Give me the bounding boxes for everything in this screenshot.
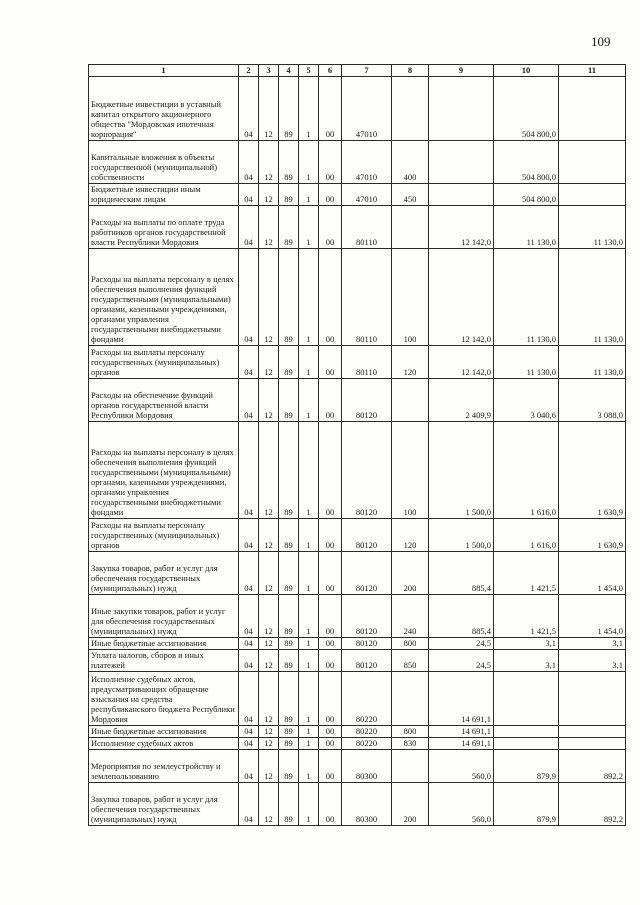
column-header: 9 — [429, 65, 494, 77]
cell-col-5: 1 — [299, 595, 319, 638]
cell-col-6: 00 — [319, 650, 342, 672]
cell-col-5: 1 — [299, 650, 319, 672]
cell-col-8: 800 — [392, 638, 429, 650]
cell-col-11: 1 454,0 — [559, 552, 626, 595]
cell-col-8 — [392, 672, 429, 726]
cell-col-5: 1 — [299, 750, 319, 783]
cell-col-10: 1 421,5 — [494, 552, 559, 595]
column-header: 6 — [319, 65, 342, 77]
cell-col-2: 04 — [239, 650, 259, 672]
cell-col-2: 04 — [239, 552, 259, 595]
table-row — [89, 379, 626, 422]
cell-col-3: 12 — [259, 726, 279, 738]
column-header: 11 — [559, 65, 626, 77]
row-name: Расходы на обеспечение функций органов государственной власти Республики Мордовия — [89, 379, 239, 422]
cell-col-9: 12 142,0 — [429, 346, 494, 379]
cell-col-9: 12 142,0 — [429, 249, 494, 346]
cell-col-10: 879,9 — [494, 750, 559, 783]
cell-col-3: 12 — [259, 184, 279, 206]
cell-col-9: 560,0 — [429, 750, 494, 783]
cell-col-7: 80120 — [342, 552, 392, 595]
cell-col-5: 1 — [299, 141, 319, 184]
cell-col-9: 1 500,0 — [429, 422, 494, 519]
cell-col-11 — [559, 672, 626, 726]
cell-col-5: 1 — [299, 184, 319, 206]
cell-col-10 — [494, 726, 559, 738]
cell-col-4: 89 — [279, 346, 299, 379]
table-row — [89, 206, 626, 249]
cell-col-3: 12 — [259, 519, 279, 552]
table-row — [89, 77, 626, 141]
cell-col-2: 04 — [239, 738, 259, 750]
cell-col-2: 04 — [239, 638, 259, 650]
table-row — [89, 249, 626, 346]
cell-col-6: 00 — [319, 672, 342, 726]
column-header: 4 — [279, 65, 299, 77]
cell-col-6: 00 — [319, 638, 342, 650]
cell-col-3: 12 — [259, 77, 279, 141]
cell-col-2: 04 — [239, 379, 259, 422]
cell-col-3: 12 — [259, 552, 279, 595]
cell-col-11 — [559, 77, 626, 141]
cell-col-4: 89 — [279, 672, 299, 726]
cell-col-4: 89 — [279, 738, 299, 750]
cell-col-2: 04 — [239, 672, 259, 726]
cell-col-10 — [494, 672, 559, 726]
cell-col-2: 04 — [239, 184, 259, 206]
cell-col-7: 80110 — [342, 346, 392, 379]
cell-col-3: 12 — [259, 638, 279, 650]
column-header: 3 — [259, 65, 279, 77]
cell-col-11: 1 630,9 — [559, 422, 626, 519]
cell-col-6: 00 — [319, 206, 342, 249]
cell-col-7: 80120 — [342, 638, 392, 650]
cell-col-3: 12 — [259, 206, 279, 249]
cell-col-8 — [392, 206, 429, 249]
cell-col-6: 00 — [319, 77, 342, 141]
table-row — [89, 184, 626, 206]
cell-col-5: 1 — [299, 379, 319, 422]
row-name: Мероприятия по землеустройству и землепользованию — [89, 750, 239, 783]
row-name: Закупка товаров, работ и услуг для обеспечения государственных (муниципальных) нужд — [89, 783, 239, 826]
cell-col-3: 12 — [259, 783, 279, 826]
cell-col-6: 00 — [319, 738, 342, 750]
cell-col-11: 892,2 — [559, 750, 626, 783]
row-name: Закупка товаров, работ и услуг для обеспечения государственных (муниципальных) нужд — [89, 552, 239, 595]
row-name: Иные бюджетные ассигнования — [89, 638, 239, 650]
cell-col-5: 1 — [299, 672, 319, 726]
cell-col-3: 12 — [259, 650, 279, 672]
cell-col-5: 1 — [299, 738, 319, 750]
cell-col-11: 11 130,0 — [559, 206, 626, 249]
cell-col-8 — [392, 750, 429, 783]
row-name: Уплата налогов, сборов и иных платежей — [89, 650, 239, 672]
cell-col-5: 1 — [299, 249, 319, 346]
cell-col-9: 885,4 — [429, 595, 494, 638]
cell-col-9 — [429, 184, 494, 206]
cell-col-3: 12 — [259, 346, 279, 379]
cell-col-2: 04 — [239, 750, 259, 783]
cell-col-6: 00 — [319, 552, 342, 595]
cell-col-8: 800 — [392, 726, 429, 738]
cell-col-5: 1 — [299, 422, 319, 519]
cell-col-9 — [429, 77, 494, 141]
row-name: Исполнение судебных актов, предусматривающих обращение взыскания на средства республиканского бюджета Республики Мордовия — [89, 672, 239, 726]
cell-col-7: 80300 — [342, 750, 392, 783]
cell-col-11: 3,1 — [559, 650, 626, 672]
row-name: Расходы на выплаты по оплате труда работников органов государственной власти Республики Мордовия — [89, 206, 239, 249]
table-row — [89, 738, 626, 750]
row-name: Расходы на выплаты персоналу государственных (муниципальных) органов — [89, 346, 239, 379]
page-number: 109 — [591, 34, 611, 49]
cell-col-9 — [429, 141, 494, 184]
cell-col-10: 3 040,6 — [494, 379, 559, 422]
row-name: Иные закупки товаров, работ и услуг для обеспечения государственных (муниципальных) нужд — [89, 595, 239, 638]
cell-col-11: 1 454,0 — [559, 595, 626, 638]
cell-col-11: 892,2 — [559, 783, 626, 826]
cell-col-11: 3 088,0 — [559, 379, 626, 422]
cell-col-8: 240 — [392, 595, 429, 638]
cell-col-7: 80120 — [342, 379, 392, 422]
cell-col-6: 00 — [319, 750, 342, 783]
cell-col-5: 1 — [299, 638, 319, 650]
cell-col-3: 12 — [259, 249, 279, 346]
row-name: Исполнение судебных актов — [89, 738, 239, 750]
cell-col-5: 1 — [299, 206, 319, 249]
column-header: 8 — [392, 65, 429, 77]
cell-col-4: 89 — [279, 249, 299, 346]
cell-col-4: 89 — [279, 141, 299, 184]
cell-col-8: 850 — [392, 650, 429, 672]
cell-col-10: 11 130,0 — [494, 206, 559, 249]
cell-col-7: 80120 — [342, 650, 392, 672]
cell-col-11: 3,1 — [559, 638, 626, 650]
cell-col-6: 00 — [319, 783, 342, 826]
cell-col-9: 885,4 — [429, 552, 494, 595]
row-name: Капитальные вложения в объекты государственной (муниципальной) собственности — [89, 141, 239, 184]
cell-col-8: 120 — [392, 519, 429, 552]
cell-col-6: 00 — [319, 379, 342, 422]
cell-col-3: 12 — [259, 422, 279, 519]
cell-col-7: 47010 — [342, 141, 392, 184]
cell-col-7: 80110 — [342, 206, 392, 249]
cell-col-8: 100 — [392, 249, 429, 346]
table-row — [89, 552, 626, 595]
cell-col-7: 80110 — [342, 249, 392, 346]
cell-col-4: 89 — [279, 379, 299, 422]
cell-col-11 — [559, 726, 626, 738]
row-name: Расходы на выплаты персоналу государственных (муниципальных) органов — [89, 519, 239, 552]
table-row — [89, 346, 626, 379]
cell-col-10: 504 800,0 — [494, 184, 559, 206]
cell-col-8: 200 — [392, 552, 429, 595]
cell-col-8: 830 — [392, 738, 429, 750]
table-row — [89, 519, 626, 552]
cell-col-11 — [559, 141, 626, 184]
cell-col-9: 14 691,1 — [429, 726, 494, 738]
cell-col-6: 00 — [319, 346, 342, 379]
cell-col-7: 80220 — [342, 738, 392, 750]
table-row — [89, 750, 626, 783]
cell-col-8 — [392, 379, 429, 422]
cell-col-5: 1 — [299, 519, 319, 552]
cell-col-4: 89 — [279, 783, 299, 826]
cell-col-9: 24,5 — [429, 638, 494, 650]
column-header: 7 — [342, 65, 392, 77]
cell-col-6: 00 — [319, 595, 342, 638]
table-row — [89, 650, 626, 672]
column-header: 1 — [89, 65, 239, 77]
cell-col-3: 12 — [259, 595, 279, 638]
cell-col-4: 89 — [279, 726, 299, 738]
cell-col-6: 00 — [319, 249, 342, 346]
cell-col-4: 89 — [279, 750, 299, 783]
cell-col-7: 80220 — [342, 672, 392, 726]
cell-col-2: 04 — [239, 726, 259, 738]
cell-col-10: 3,1 — [494, 638, 559, 650]
cell-col-9: 2 409,9 — [429, 379, 494, 422]
cell-col-4: 89 — [279, 595, 299, 638]
table-row — [89, 726, 626, 738]
cell-col-2: 04 — [239, 206, 259, 249]
budget-table — [88, 64, 626, 826]
row-name: Иные бюджетные ассигнования — [89, 726, 239, 738]
cell-col-2: 04 — [239, 77, 259, 141]
table-row — [89, 783, 626, 826]
cell-col-10: 1 421,5 — [494, 595, 559, 638]
cell-col-8: 400 — [392, 141, 429, 184]
column-header: 10 — [494, 65, 559, 77]
cell-col-7: 47010 — [342, 184, 392, 206]
cell-col-10 — [494, 738, 559, 750]
table-row — [89, 595, 626, 638]
cell-col-8: 450 — [392, 184, 429, 206]
cell-col-5: 1 — [299, 77, 319, 141]
column-header: 5 — [299, 65, 319, 77]
row-name: Расходы на выплаты персоналу в целях обеспечения выполнения функций государственными (муниципальными) органами, казенными учреждениями, органами управления государственными внебюджетными фондами — [89, 249, 239, 346]
cell-col-4: 89 — [279, 519, 299, 552]
cell-col-3: 12 — [259, 379, 279, 422]
cell-col-2: 04 — [239, 783, 259, 826]
cell-col-4: 89 — [279, 77, 299, 141]
cell-col-3: 12 — [259, 738, 279, 750]
cell-col-4: 89 — [279, 184, 299, 206]
table-row — [89, 672, 626, 726]
cell-col-2: 04 — [239, 519, 259, 552]
cell-col-2: 04 — [239, 141, 259, 184]
cell-col-4: 89 — [279, 552, 299, 595]
cell-col-6: 00 — [319, 726, 342, 738]
cell-col-4: 89 — [279, 206, 299, 249]
cell-col-9: 12 142,0 — [429, 206, 494, 249]
cell-col-11: 11 130,0 — [559, 249, 626, 346]
cell-col-3: 12 — [259, 141, 279, 184]
cell-col-11: 11 130,0 — [559, 346, 626, 379]
cell-col-10: 11 130,0 — [494, 346, 559, 379]
cell-col-7: 80120 — [342, 519, 392, 552]
cell-col-2: 04 — [239, 249, 259, 346]
cell-col-10: 879,9 — [494, 783, 559, 826]
row-name: Бюджетные инвестиции в уставный капитал открытого акционерного общества "Мордовская ипотечная корпорация" — [89, 77, 239, 141]
cell-col-10: 1 616,0 — [494, 519, 559, 552]
table-row — [89, 638, 626, 650]
cell-col-8: 200 — [392, 783, 429, 826]
table-row — [89, 141, 626, 184]
cell-col-10: 3,1 — [494, 650, 559, 672]
header-row — [89, 65, 626, 77]
cell-col-9: 1 500,0 — [429, 519, 494, 552]
cell-col-8: 120 — [392, 346, 429, 379]
cell-col-5: 1 — [299, 726, 319, 738]
cell-col-3: 12 — [259, 672, 279, 726]
cell-col-7: 80300 — [342, 783, 392, 826]
cell-col-4: 89 — [279, 650, 299, 672]
cell-col-9: 24,5 — [429, 650, 494, 672]
column-header: 2 — [239, 65, 259, 77]
cell-col-11 — [559, 738, 626, 750]
cell-col-7: 80220 — [342, 726, 392, 738]
table-row — [89, 422, 626, 519]
cell-col-7: 80120 — [342, 422, 392, 519]
cell-col-10: 11 130,0 — [494, 249, 559, 346]
cell-col-11: 1 630,9 — [559, 519, 626, 552]
cell-col-4: 89 — [279, 422, 299, 519]
cell-col-2: 04 — [239, 346, 259, 379]
cell-col-2: 04 — [239, 595, 259, 638]
cell-col-11 — [559, 184, 626, 206]
row-name: Бюджетные инвестиции иным юридическим лицам — [89, 184, 239, 206]
cell-col-9: 14 691,1 — [429, 672, 494, 726]
cell-col-8: 100 — [392, 422, 429, 519]
cell-col-6: 00 — [319, 519, 342, 552]
cell-col-3: 12 — [259, 750, 279, 783]
cell-col-6: 00 — [319, 184, 342, 206]
row-name: Расходы на выплаты персоналу в целях обеспечения выполнения функций государственными (муниципальными) органами, казенными учреждениями, органами управления государственными внебюджетными фондами — [89, 422, 239, 519]
cell-col-5: 1 — [299, 552, 319, 595]
cell-col-2: 04 — [239, 422, 259, 519]
cell-col-10: 504 800,0 — [494, 141, 559, 184]
cell-col-8 — [392, 77, 429, 141]
cell-col-10: 504 800,0 — [494, 77, 559, 141]
cell-col-7: 80120 — [342, 595, 392, 638]
cell-col-6: 00 — [319, 422, 342, 519]
cell-col-7: 47010 — [342, 77, 392, 141]
cell-col-10: 1 616,0 — [494, 422, 559, 519]
cell-col-9: 560,0 — [429, 783, 494, 826]
cell-col-6: 00 — [319, 141, 342, 184]
cell-col-5: 1 — [299, 783, 319, 826]
cell-col-5: 1 — [299, 346, 319, 379]
cell-col-9: 14 691,1 — [429, 738, 494, 750]
cell-col-4: 89 — [279, 638, 299, 650]
